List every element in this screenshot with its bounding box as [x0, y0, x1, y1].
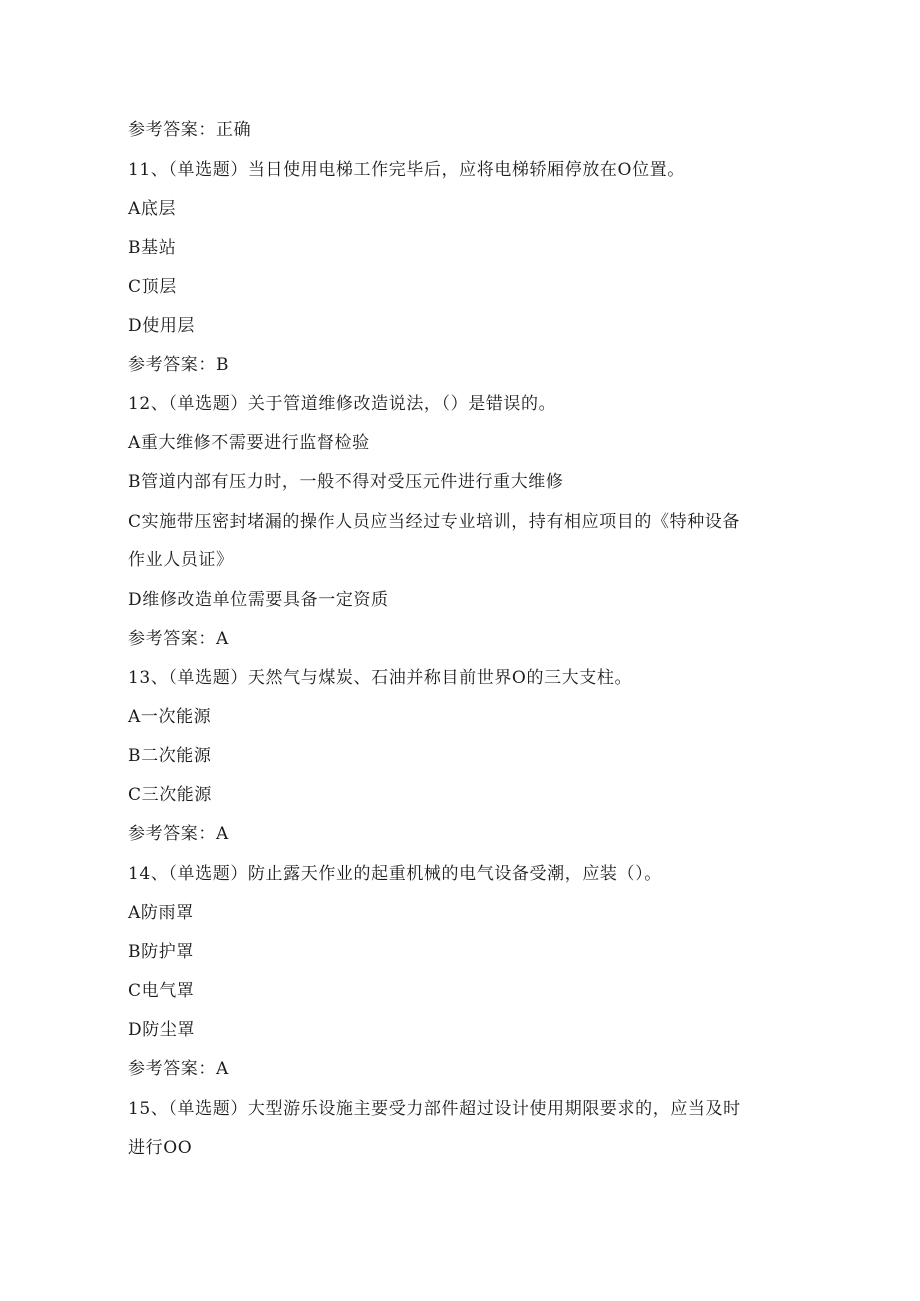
question-13: 13、（单选题）天然气与煤炭、石油并称目前世界O的三大支柱。 [128, 668, 633, 688]
answer-line: 参考答案：B [128, 355, 230, 375]
option-c-continued: 作业人员证》 [128, 550, 234, 570]
option-c: C实施带压密封堵漏的操作人员应当经过专业培训，持有相应项目的《特种设备 [128, 512, 741, 532]
option-b: B基站 [128, 238, 177, 258]
option-c: C电气罩 [128, 981, 195, 1001]
option-b: B二次能源 [128, 746, 212, 766]
question-15-continued: 进行OO [128, 1138, 193, 1158]
option-a: A防雨罩 [128, 903, 194, 923]
option-d: D使用层 [128, 316, 196, 336]
option-d: D维修改造单位需要具备一定资质 [128, 590, 389, 610]
question-14: 14、（单选题）防止露天作业的起重机械的电气设备受潮，应装（）。 [128, 864, 662, 884]
option-a: A一次能源 [128, 707, 212, 727]
question-11: 11、（单选题）当日使用电梯工作完毕后，应将电梯轿厢停放在O位置。 [128, 160, 685, 180]
option-b: B防护罩 [128, 942, 194, 962]
option-a: A重大维修不需要进行监督检验 [128, 433, 370, 453]
question-12: 12、（单选题）关于管道维修改造说法，（）是错误的。 [128, 394, 557, 414]
answer-line: 参考答案：A [128, 1059, 229, 1079]
option-c: C顶层 [128, 277, 177, 297]
option-c: C三次能源 [128, 785, 213, 805]
question-15: 15、（单选题）大型游乐设施主要受力部件超过设计使用期限要求的，应当及时 [128, 1099, 741, 1119]
option-d: D防尘罩 [128, 1020, 196, 1040]
option-a: A底层 [128, 199, 177, 219]
answer-line: 参考答案：A [128, 629, 229, 649]
option-b: B管道内部有压力时，一般不得对受压元件进行重大维修 [128, 472, 564, 492]
answer-line: 参考答案：A [128, 824, 229, 844]
answer-line: 参考答案：正确 [128, 120, 252, 140]
